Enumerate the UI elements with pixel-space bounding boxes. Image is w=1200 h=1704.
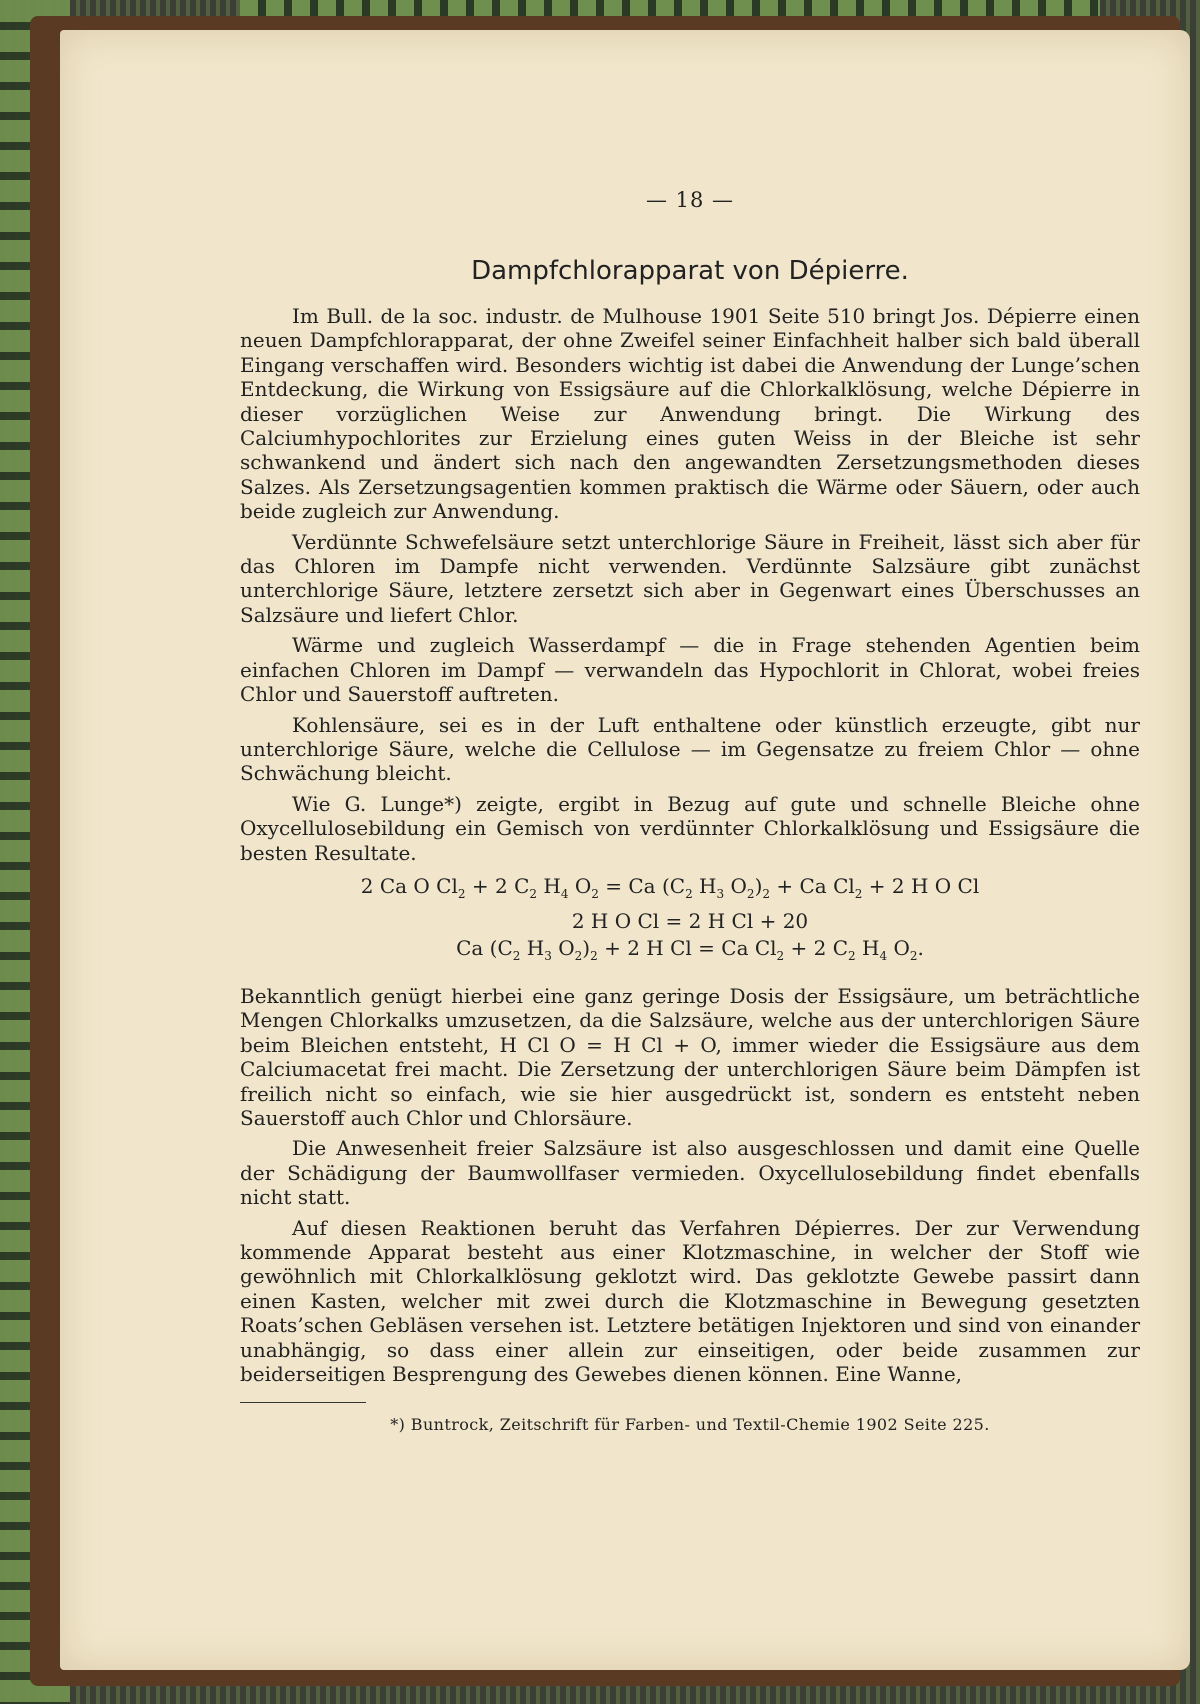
page-title: Dampfchlorapparat von Dépierre.: [471, 256, 909, 286]
equation-2: 2 H O Cl = 2 H Cl + 20: [571, 908, 809, 933]
footnote: *) Buntrock, Zeitschrift für Farben- und Textil-Chemie 1902 Seite 225.: [390, 1415, 990, 1435]
equation-3: Ca ($C_2$ $H_3$ $O_2)_2 + 2$ H Cl = Ca $Cl_2 + 2$ $C_2$ $H_4$ $O_2$.: [456, 935, 924, 963]
paragraph-8: Auf diesen Reaktionen beruht das Verfahren Dépierres. Der zur Verwendung kommende Apparat besteht aus einer Klotzmaschine, in welcher der Stoff wie gewöhnlich mit Chlorkalklösung geklotzt wird. Das geklotzte Gewebe passirt dann einen Kasten, welcher mit zwei durch die Klotzmaschine in Bewegung gesetzten Roats’schen Gebläsen versehen ist. Letztere betätigen Injektoren und sind von einander unabhängig, so dass einer allein zur einseitigen, oder beide zusammen zur beiderseitigen Besprengung des Gewebes dienen können. Eine Wanne,: [240, 1215, 1140, 1387]
page-number: — 18 —: [645, 188, 735, 212]
paragraph-6: Bekanntlich genügt hierbei eine ganz geringe Dosis der Essigsäure, um beträchtliche Mengen Chlorkalks umzusetzen, da die Salzsäure, welche aus der unterchlorigen Säure beim Bleichen entsteht, H Cl O = H Cl + O, immer wieder die Essigsäure aus dem Calciumacetat frei macht. Die Zersetzung der unterchlorigen Säure beim Dämpfen ist freilich nicht so einfach, wie sie hier ausgedrückt ist, sondern es entsteht neben Sauerstoff auch Chlor und Chlorsäure.: [240, 983, 1140, 1130]
page-content: [240, 140, 1140, 1434]
footnote-rule: [240, 1402, 366, 1403]
paragraph-3: Wärme und zugleich Wasserdampf — die in Frage stehenden Agentien beim einfachen Chloren im Dampf — verwandeln das Hypochlorit in Chlorat, wobei freies Chlor und Sauerstoff auftreten.: [240, 633, 1140, 707]
paragraph-5: Wie G. Lunge*) zeigte, ergibt in Bezug auf gute und schnelle Bleiche ohne Oxycellulosebildung ein Gemisch von verdünnter Chlorkalklösung und Essigsäure die besten Resultate.: [240, 791, 1140, 865]
equation-1: 2 Ca O $Cl_2 + 2$ $C_2$ $H_4$ $O_2 = Ca$ ($C_2$ $H_3$ $O_2)_2 + Ca$ $Cl_2 + 2$ H O Cl: [360, 873, 980, 901]
paragraph-4: Kohlensäure, sei es in der Luft enthaltene oder künstlich erzeugte, gibt nur unterchlorige Säure, welche die Cellulose — im Gegensatze zu freiem Chlor — ohne Schwächung bleicht.: [240, 712, 1140, 786]
chemical-equations: [240, 873, 1140, 970]
paragraph-7: Die Anwesenheit freier Salzsäure ist also ausgeschlossen und damit eine Quelle der Schädigung der Baumwollfaser vermieden. Oxycellulosebildung findet ebenfalls nicht statt.: [240, 1136, 1140, 1210]
book-page: [60, 30, 1190, 1670]
paragraph-2: Verdünnte Schwefelsäure setzt unterchlorige Säure in Freiheit, lässt sich aber für das Chloren im Dampfe nicht verwenden. Verdünnte Salzsäure gibt zunächst unterchlorige Säure, letztere zersetzt sich aber in Gegenwart eines Überschusses an Salzsäure und liefert Chlor.: [240, 529, 1140, 627]
paragraph-1: Im Bull. de la soc. industr. de Mulhouse 1901 Seite 510 bringt Jos. Dépierre einen neuen Dampfchlorapparat, der ohne Zweifel seiner Einfachheit halber sich bald überall Eingang verschaffen wird. Besonders wichtig ist dabei die Anwendung der Lunge’schen Entdeckung, die Wirkung von Essigsäure auf die Chlorkalklösung, welche Dépierre in dieser vorzüglichen Weise zur Anwendung bringt. Die Wirkung des Calciumhypochlorites zur Erzielung eines guten Weiss in der Bleiche ist sehr schwankend und ändert sich nach den angewandten Zersetzungsmethoden dieses Salzes. Als Zersetzungsagentien kommen praktisch die Wärme oder Säuern, oder auch beide zugleich zur Anwendung.: [240, 304, 1140, 524]
